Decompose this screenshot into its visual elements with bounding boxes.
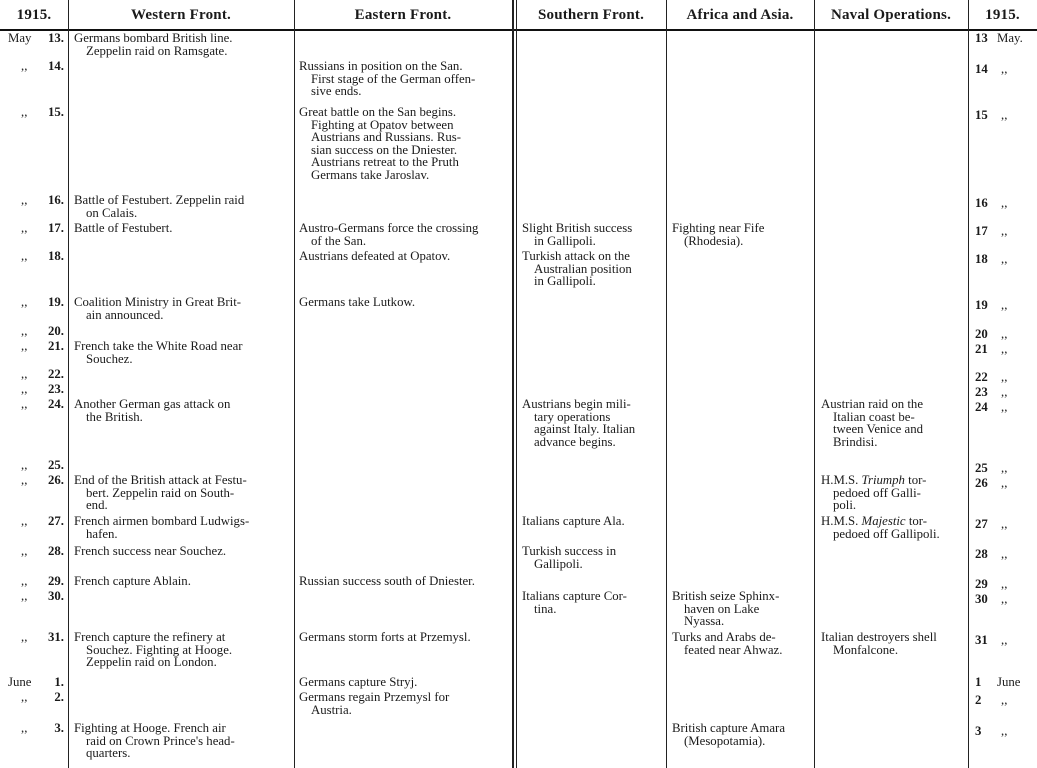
date-month: ,, — [1001, 196, 1008, 210]
header-africa-asia: Africa and Asia. — [686, 6, 794, 23]
entry-line: Austrians begin mili- — [522, 397, 631, 411]
date-day: 2 — [975, 693, 982, 707]
entry-line: Australian position — [534, 261, 632, 276]
event-naval — [821, 631, 962, 656]
event-eastern — [299, 106, 508, 182]
event-western — [74, 32, 288, 57]
event-eastern — [299, 631, 508, 644]
event-africa-asia — [672, 222, 808, 247]
date-day: 24. — [48, 397, 64, 411]
entry-line: Germans regain Przemysl for — [299, 690, 450, 704]
entry-line: pedoed off Gallipoli. — [833, 526, 940, 541]
date-day: 22. — [48, 367, 64, 381]
event-western — [74, 575, 288, 588]
date-month: ,, — [21, 324, 28, 338]
date-day: 26 — [975, 476, 988, 490]
date-day: 29. — [48, 574, 64, 588]
event-southern — [522, 545, 660, 570]
entry-line: tween Venice and — [833, 422, 924, 437]
entry-line: the British. — [86, 409, 143, 424]
entry-line: raid on Crown Prince's head- — [86, 733, 235, 748]
entry-line: Zeppelin raid on Ramsgate. — [86, 43, 228, 58]
event-western — [74, 515, 288, 540]
date-month: June — [997, 675, 1021, 689]
date-month: ,, — [21, 514, 28, 528]
entry-line: Germans storm forts at Przemysl. — [299, 630, 471, 644]
date-month: ,, — [1001, 370, 1008, 384]
date-day: 27. — [48, 514, 64, 528]
event-naval — [821, 398, 962, 448]
event-africa-asia — [672, 590, 808, 628]
date-month: ,, — [21, 574, 28, 588]
date-day: 3 — [975, 724, 982, 738]
entry-line: sian success on the Dniester. — [311, 142, 458, 157]
column-divider — [814, 0, 815, 768]
entry-line: H.M.S. Majestic tor- — [821, 514, 928, 528]
date-month: ,, — [1001, 400, 1008, 414]
date-month: ,, — [1001, 693, 1008, 707]
entry-line: Souchez. Fighting at Hooge. — [86, 642, 233, 657]
entry-line: Nyassa. — [684, 614, 725, 629]
entry-line: Battle of Festubert. — [74, 221, 173, 235]
column-divider — [968, 0, 969, 768]
date-month: ,, — [21, 473, 28, 487]
date-month: ,, — [21, 382, 28, 396]
date-day: 2. — [54, 690, 64, 704]
date-day: 15. — [48, 105, 64, 119]
date-month: ,, — [1001, 108, 1008, 122]
date-day: 15 — [975, 108, 988, 122]
entry-line: Germans capture Stryj. — [299, 675, 418, 689]
date-day: 23 — [975, 385, 988, 399]
entry-line: Another German gas attack on — [74, 397, 231, 411]
entry-line: (Rhodesia). — [684, 233, 744, 248]
entry-line: First stage of the German offen- — [311, 71, 476, 86]
date-day: 23. — [48, 382, 64, 396]
event-western — [74, 194, 288, 219]
date-month: ,, — [21, 544, 28, 558]
column-divider — [294, 0, 295, 768]
event-western — [74, 296, 288, 321]
event-western — [74, 474, 288, 512]
entry-line: Coalition Ministry in Great Brit- — [74, 295, 242, 309]
entry-line: French capture Ablain. — [74, 574, 191, 588]
event-southern — [522, 222, 660, 247]
event-eastern — [299, 222, 508, 247]
date-month: ,, — [21, 339, 28, 353]
event-southern — [522, 250, 660, 288]
event-western — [74, 340, 288, 365]
entry-line: haven on Lake — [684, 601, 760, 616]
date-day: 28 — [975, 547, 988, 561]
entry-line: hafen. — [86, 526, 118, 541]
date-month: ,, — [1001, 298, 1008, 312]
entry-line: quarters. — [86, 746, 131, 761]
date-month: ,, — [21, 397, 28, 411]
date-month: ,, — [1001, 252, 1008, 266]
entry-line: Austro-Germans force the crossing — [299, 221, 479, 235]
date-month: ,, — [21, 249, 28, 263]
entry-line: French take the White Road near — [74, 339, 243, 353]
date-day: 27 — [975, 517, 988, 531]
entry-line: Russian success south of Dniester. — [299, 574, 475, 588]
date-day: 16 — [975, 196, 988, 210]
date-day: 30. — [48, 589, 64, 603]
date-day: 13. — [48, 31, 64, 45]
event-western — [74, 631, 288, 669]
date-day: 16. — [48, 193, 64, 207]
entry-line: (Mesopotamia). — [684, 733, 766, 748]
entry-line: Turkish attack on the — [522, 249, 630, 263]
entry-line: Italians capture Cor- — [522, 589, 627, 603]
date-month: ,, — [1001, 724, 1008, 738]
entry-line: Austrians retreat to the Pruth — [311, 155, 459, 170]
entry-line: Fighting at Opatov between — [311, 117, 454, 132]
entry-line: Germans take Jaroslav. — [311, 167, 430, 182]
entry-line: British capture Amara — [672, 721, 786, 735]
entry-line: Souchez. — [86, 351, 133, 366]
date-day: 3. — [54, 721, 64, 735]
date-day: 28. — [48, 544, 64, 558]
header-western-front: Western Front. — [130, 6, 231, 23]
date-month: ,, — [21, 690, 28, 704]
event-eastern — [299, 691, 508, 716]
entry-line: advance begins. — [534, 434, 616, 449]
entry-line: Monfalcone. — [833, 642, 899, 657]
entry-line: on Calais. — [86, 205, 138, 220]
date-day: 19 — [975, 298, 988, 312]
entry-line: in Gallipoli. — [534, 233, 596, 248]
entry-line: pedoed off Galli- — [833, 485, 921, 500]
entry-line: End of the British attack at Festu- — [74, 473, 247, 487]
entry-line: of the San. — [311, 233, 367, 248]
entry-line: Fighting at Hooge. French air — [74, 721, 226, 735]
event-eastern — [299, 60, 508, 98]
date-month: ,, — [1001, 476, 1008, 490]
entry-line: Fighting near Fife — [672, 221, 765, 235]
entry-line: Austrians defeated at Opatov. — [299, 249, 451, 263]
date-month: ,, — [21, 295, 28, 309]
date-month: May — [8, 31, 32, 45]
date-day: 18. — [48, 249, 64, 263]
entry-line: Italian destroyers shell — [821, 630, 937, 644]
date-month: May. — [997, 31, 1023, 45]
date-day: 22 — [975, 370, 988, 384]
entry-line: Austria. — [311, 702, 352, 717]
date-day: 1 — [975, 675, 982, 689]
date-day: 30 — [975, 592, 988, 606]
date-month: ,, — [21, 105, 28, 119]
date-day: 31 — [975, 633, 988, 647]
column-divider — [516, 0, 517, 768]
header-year-left: 1915. — [16, 6, 52, 23]
entry-line: French success near Souchez. — [74, 544, 227, 558]
entry-line: Russians in position on the San. — [299, 59, 463, 73]
date-day: 24 — [975, 400, 988, 414]
entry-line: Germans bombard British line. — [74, 31, 233, 45]
date-month: ,, — [1001, 547, 1008, 561]
event-naval — [821, 515, 962, 540]
date-day: 20 — [975, 327, 988, 341]
date-month: ,, — [1001, 385, 1008, 399]
event-eastern — [299, 296, 508, 309]
date-day: 13 — [975, 31, 988, 45]
entry-line: end. — [86, 498, 108, 513]
date-day: 17 — [975, 224, 988, 238]
entry-line: Austrian raid on the — [821, 397, 923, 411]
entry-line: tina. — [534, 601, 557, 616]
date-month: June — [8, 675, 32, 689]
date-month: ,, — [1001, 517, 1008, 531]
date-day: 31. — [48, 630, 64, 644]
event-africa-asia — [672, 722, 808, 747]
date-month: ,, — [21, 221, 28, 235]
entry-line: against Italy. Italian — [534, 422, 636, 437]
entry-line: Turks and Arabs de- — [672, 630, 776, 644]
date-day: 21 — [975, 342, 988, 356]
event-western — [74, 398, 288, 423]
event-southern — [522, 515, 660, 528]
date-month: ,, — [1001, 327, 1008, 341]
event-western — [74, 722, 288, 760]
date-day: 14 — [975, 62, 988, 76]
date-month: ,, — [21, 630, 28, 644]
date-month: ,, — [21, 721, 28, 735]
event-africa-asia — [672, 631, 808, 656]
header-eastern-front: Eastern Front. — [354, 6, 452, 23]
entry-line: bert. Zeppelin raid on South- — [86, 485, 235, 500]
entry-line: Austrians and Russians. Rus- — [311, 130, 462, 145]
date-day: 25 — [975, 461, 988, 475]
date-month: ,, — [21, 367, 28, 381]
event-southern — [522, 590, 660, 615]
header-year-right: 1915. — [985, 6, 1020, 23]
event-eastern — [299, 676, 508, 689]
entry-line: sive ends. — [311, 84, 362, 99]
column-divider — [512, 0, 514, 768]
date-day: 25. — [48, 458, 64, 472]
date-day: 19. — [48, 295, 64, 309]
column-divider — [68, 0, 69, 768]
column-divider — [666, 0, 667, 768]
date-month: ,, — [21, 193, 28, 207]
date-day: 29 — [975, 577, 988, 591]
entry-line: ain announced. — [86, 307, 164, 322]
date-day: 20. — [48, 324, 64, 338]
event-western — [74, 545, 288, 558]
entry-line: in Gallipoli. — [534, 274, 596, 289]
entry-line: H.M.S. Triumph tor- — [821, 473, 927, 487]
date-day: 1. — [54, 675, 64, 689]
event-southern — [522, 398, 660, 448]
event-eastern — [299, 575, 508, 588]
entry-line: feated near Ahwaz. — [684, 642, 783, 657]
date-month: ,, — [21, 458, 28, 472]
entry-line: Turkish success in — [522, 544, 617, 558]
entry-line: Gallipoli. — [534, 556, 583, 571]
entry-line: Brindisi. — [833, 434, 878, 449]
entry-line: French airmen bombard Ludwigs- — [74, 514, 250, 528]
entry-line: Italians capture Ala. — [522, 514, 625, 528]
entry-line: Germans take Lutkow. — [299, 295, 416, 309]
entry-line: French capture the refinery at — [74, 630, 226, 644]
date-day: 26. — [48, 473, 64, 487]
entry-line: tary operations — [534, 409, 611, 424]
date-day: 18 — [975, 252, 988, 266]
date-day: 21. — [48, 339, 64, 353]
date-month: ,, — [1001, 461, 1008, 475]
entry-line: Slight British success — [522, 221, 633, 235]
date-month: ,, — [1001, 592, 1008, 606]
date-month: ,, — [1001, 577, 1008, 591]
date-month: ,, — [1001, 342, 1008, 356]
date-month: ,, — [1001, 62, 1008, 76]
event-western — [74, 222, 288, 235]
entry-line: Great battle on the San begins. — [299, 105, 457, 119]
date-day: 17. — [48, 221, 64, 235]
header-naval-operations: Naval Operations. — [830, 6, 952, 23]
date-month: ,, — [1001, 633, 1008, 647]
header-southern-front: Southern Front. — [537, 6, 645, 23]
date-month: ,, — [1001, 224, 1008, 238]
entry-line: Zeppelin raid on London. — [86, 655, 217, 670]
entry-line: Battle of Festubert. Zeppelin raid — [74, 193, 245, 207]
date-day: 14. — [48, 59, 64, 73]
event-naval — [821, 474, 962, 512]
date-month: ,, — [21, 589, 28, 603]
date-month: ,, — [21, 59, 28, 73]
entry-line: British seize Sphinx- — [672, 589, 780, 603]
entry-line: Italian coast be- — [833, 409, 915, 424]
entry-line: poli. — [833, 498, 857, 513]
event-eastern — [299, 250, 508, 263]
